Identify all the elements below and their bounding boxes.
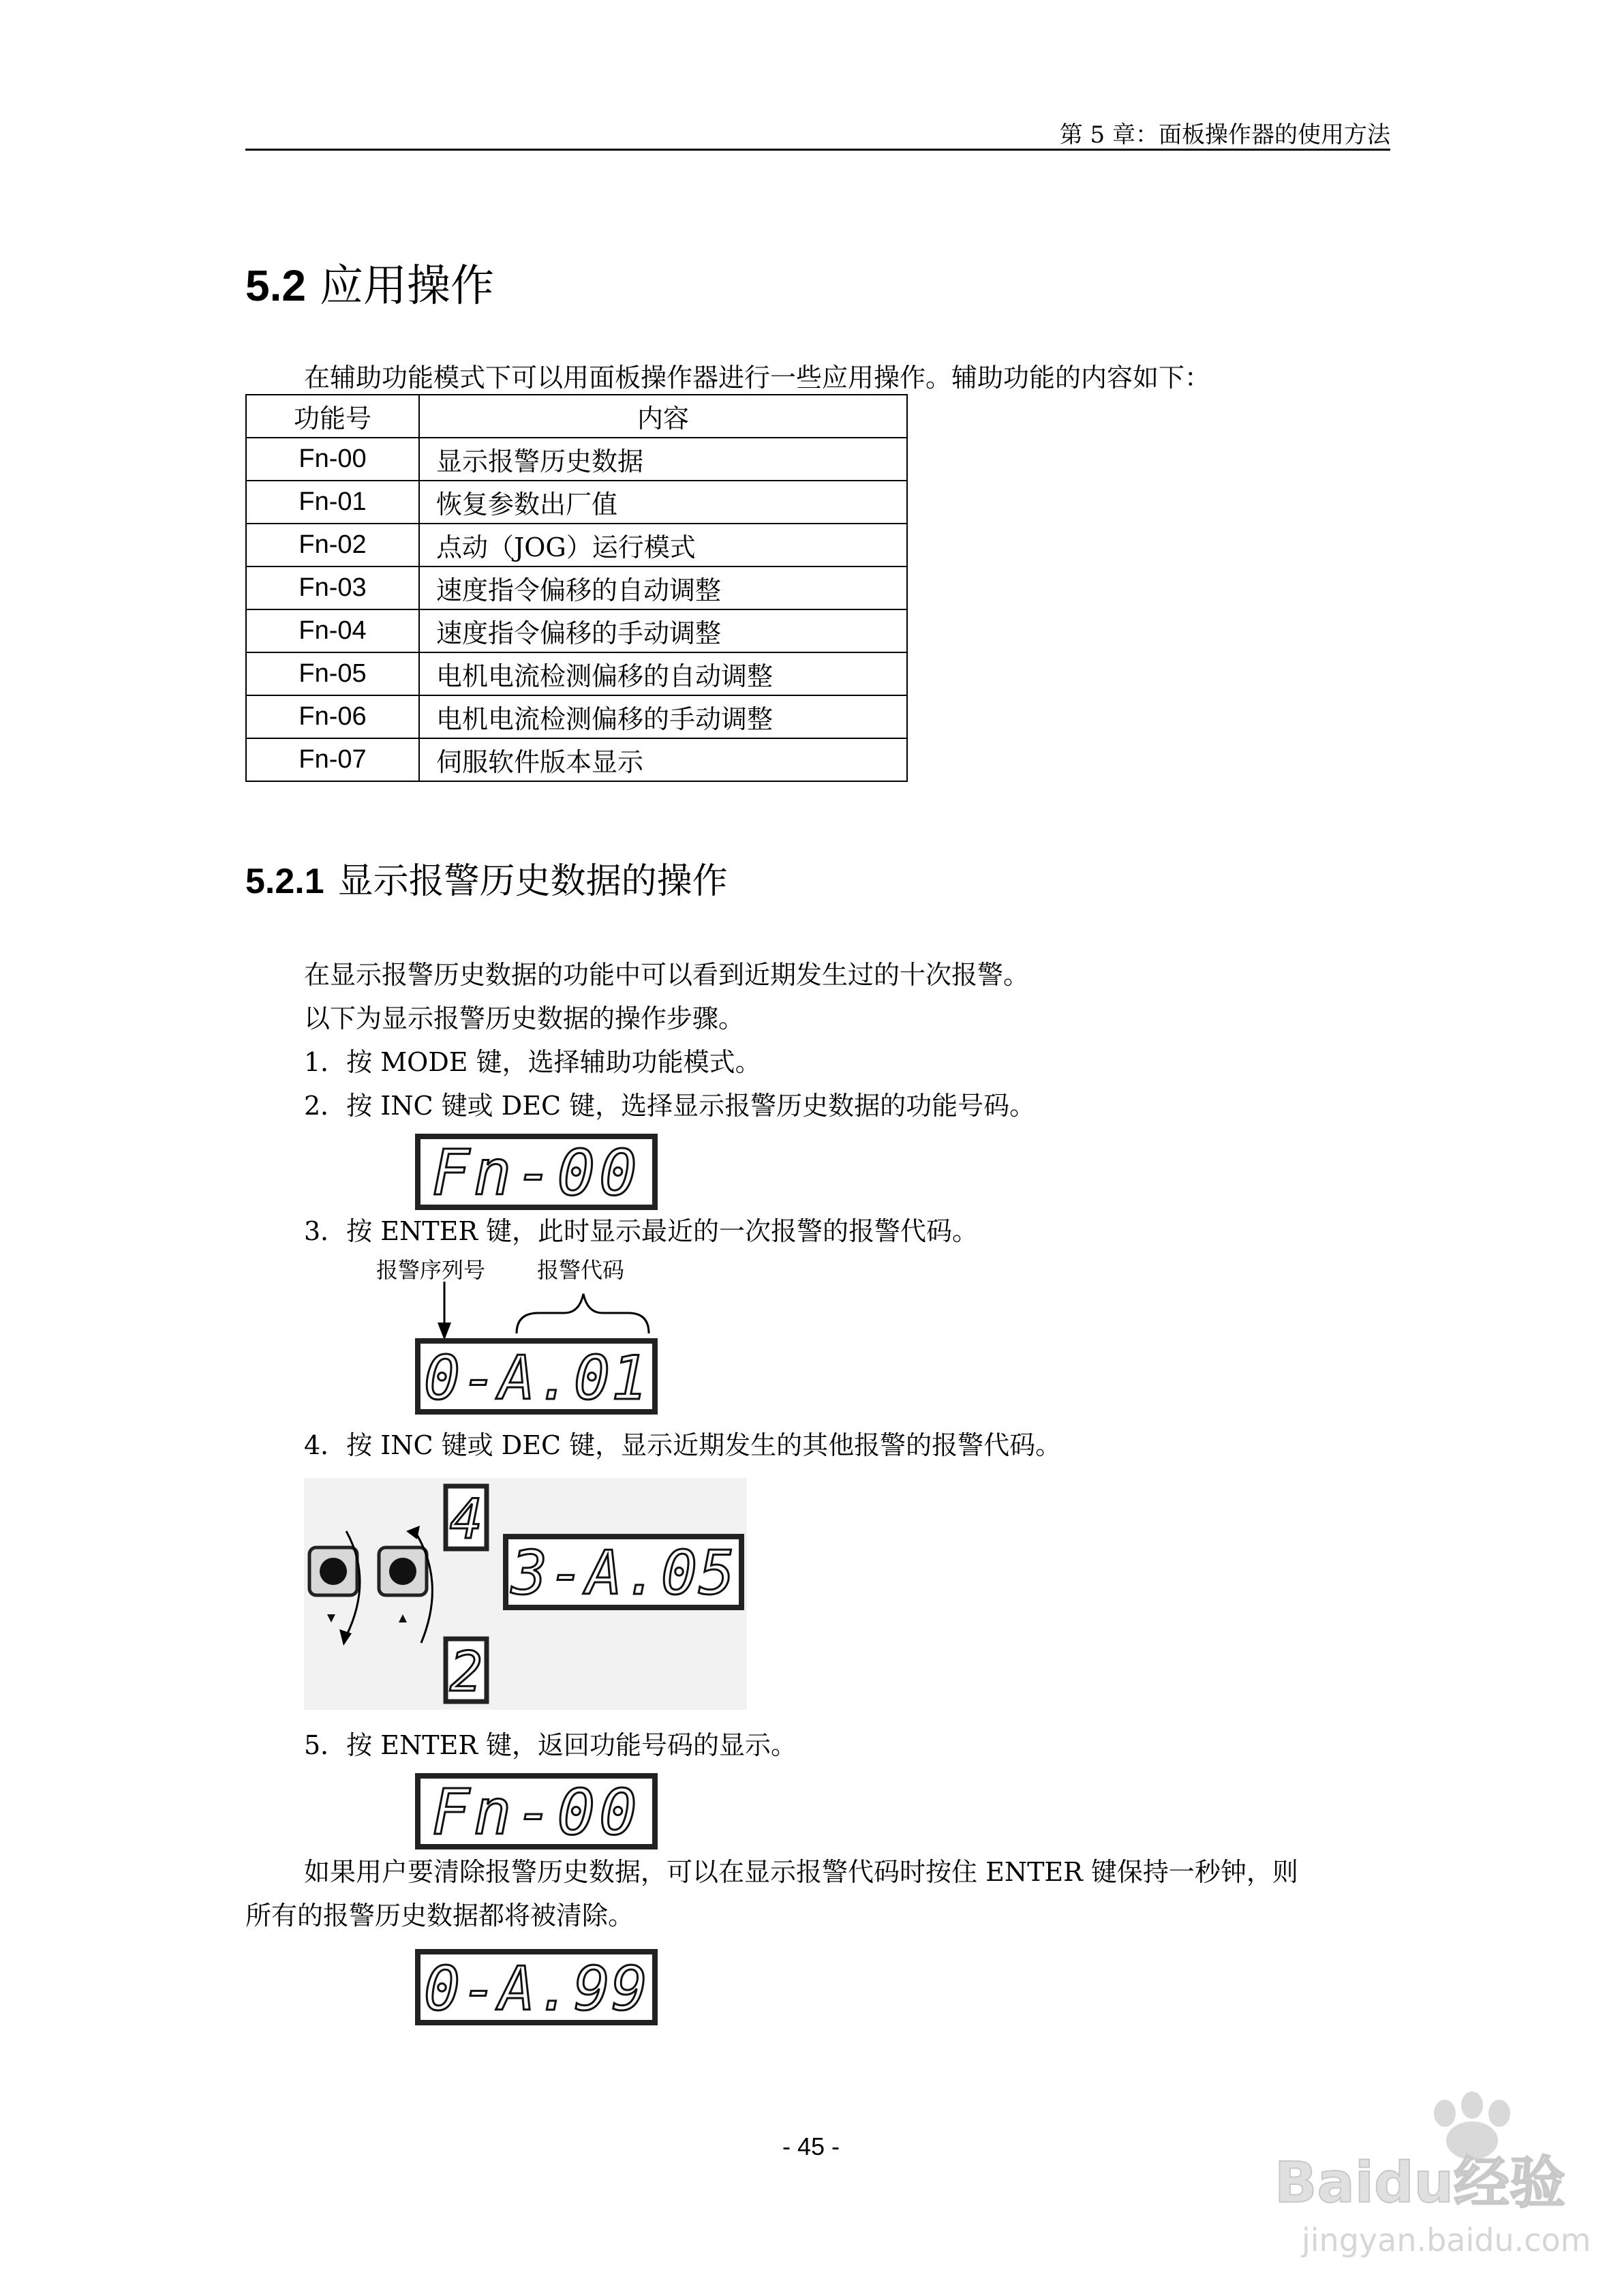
header-content: 内容 [419,395,907,438]
lcd-text: 0-A.99 [424,1954,649,2024]
table-row [246,695,907,738]
step-5: 5．按 ENTER 键，返回功能号码的显示。 [304,1730,797,1760]
fn-code: Fn-01 [246,481,419,524]
lcd-text: 2 [449,1640,483,1704]
chapter-header: 第 5 章：面板操作器的使用方法 [1059,121,1390,149]
table-row [246,738,907,781]
lcd-display-fn00 [417,1136,656,1208]
fn-desc: 电机电流检测偏移的自动调整 [419,652,907,695]
baidu-watermark [1274,2072,1591,2270]
fn-desc: 恢复参数出厂值 [419,481,907,524]
section-title [245,251,494,314]
section-number: 5.2 [245,261,306,310]
fn-desc: 点动（JOG）运行模式 [419,524,907,567]
fn-desc: 显示报警历史数据 [419,438,907,481]
lcd-text: Fn-00 [431,1776,641,1849]
fn-desc: 速度指令偏移的手动调整 [419,609,907,652]
callout-indicators [409,1280,654,1343]
step-4: 4．按 INC 键或 DEC 键，显示近期发生的其他报警的报警代码。 [304,1430,1062,1460]
watermark-brand: Baidu经验 [1274,2151,1566,2216]
watermark-url: jingyan.baidu.com [1302,2222,1591,2259]
sequence-arrow-head [438,1323,451,1340]
scroll-illustration-graphic [304,1478,747,1710]
step-3: 3．按 ENTER 键，此时显示最近的一次报警的报警代码。 [304,1216,979,1246]
section-heading: 应用操作 [319,261,494,312]
lcd-text: 4 [449,1487,483,1551]
table-header-row [246,395,907,438]
table-row [246,438,907,481]
table-row [246,567,907,609]
table-row [246,481,907,524]
lcd-text: 3-A.05 [511,1538,736,1608]
callout-sequence-label: 报警序列号 [376,1257,486,1283]
scroll-illustration [304,1478,747,1710]
code-brace [517,1294,649,1333]
dec-key[interactable] [309,1547,357,1595]
fn-code: Fn-02 [246,524,419,567]
callout-code-label: 报警代码 [537,1257,625,1283]
arrow-down-icon [339,1629,352,1646]
fn-code: Fn-05 [246,652,419,695]
subsection-title [245,852,728,903]
lcd-display-cleared [417,1951,656,2023]
table-row [246,609,907,652]
step-1: 1．按 MODE 键，选择辅助功能模式。 [304,1047,761,1077]
fn-code: Fn-06 [246,695,419,738]
table-row [246,524,907,567]
lcd-text: 0-A.01 [424,1343,649,1413]
description-line-2: 以下为显示报警历史数据的操作步骤。 [304,1003,745,1033]
table-row [246,652,907,695]
lcd-digit-down [446,1639,487,1704]
inc-key[interactable] [379,1547,427,1595]
fn-code: Fn-07 [246,738,419,781]
description-line-1: 在显示报警历史数据的功能中可以看到近期发生过的十次报警。 [304,960,1030,990]
dec-down-icon [327,1614,335,1622]
clear-note-line-2: 所有的报警历史数据都将被清除。 [245,1901,634,1931]
intro-paragraph: 在辅助功能模式下可以用面板操作器进行一些应用操作。辅助功能的内容如下： [304,363,1211,393]
step-2: 2．按 INC 键或 DEC 键，选择显示报警历史数据的功能号码。 [304,1091,1036,1121]
lcd-text: Fn-00 [431,1136,641,1209]
fn-code: Fn-04 [246,609,419,652]
clear-note-line-1: 如果用户要清除报警历史数据，可以在显示报警代码时按住 ENTER 键保持一秒钟，则 [304,1857,1298,1887]
fn-desc: 速度指令偏移的自动调整 [419,567,907,609]
fn-code: Fn-00 [246,438,419,481]
header-rule [245,149,1390,151]
inc-up-icon [399,1614,407,1622]
function-table [245,394,908,782]
page-number: - 45 - [782,2132,840,2160]
subsection-heading: 显示报警历史数据的操作 [337,861,728,902]
lcd-display-latest-alarm [417,1340,656,1413]
lcd-digit-up [446,1486,487,1551]
fn-code: Fn-03 [246,567,419,609]
header-fn: 功能号 [246,395,419,438]
lcd-display-fn00-return [417,1775,656,1847]
paw-icon [1434,2091,1510,2160]
lcd-display-next-alarm [506,1537,741,1608]
fn-desc: 电机电流检测偏移的手动调整 [419,695,907,738]
subsection-number: 5.2.1 [245,862,324,901]
watermark-graphic [1274,2072,1591,2270]
fn-desc: 伺服软件版本显示 [419,738,907,781]
